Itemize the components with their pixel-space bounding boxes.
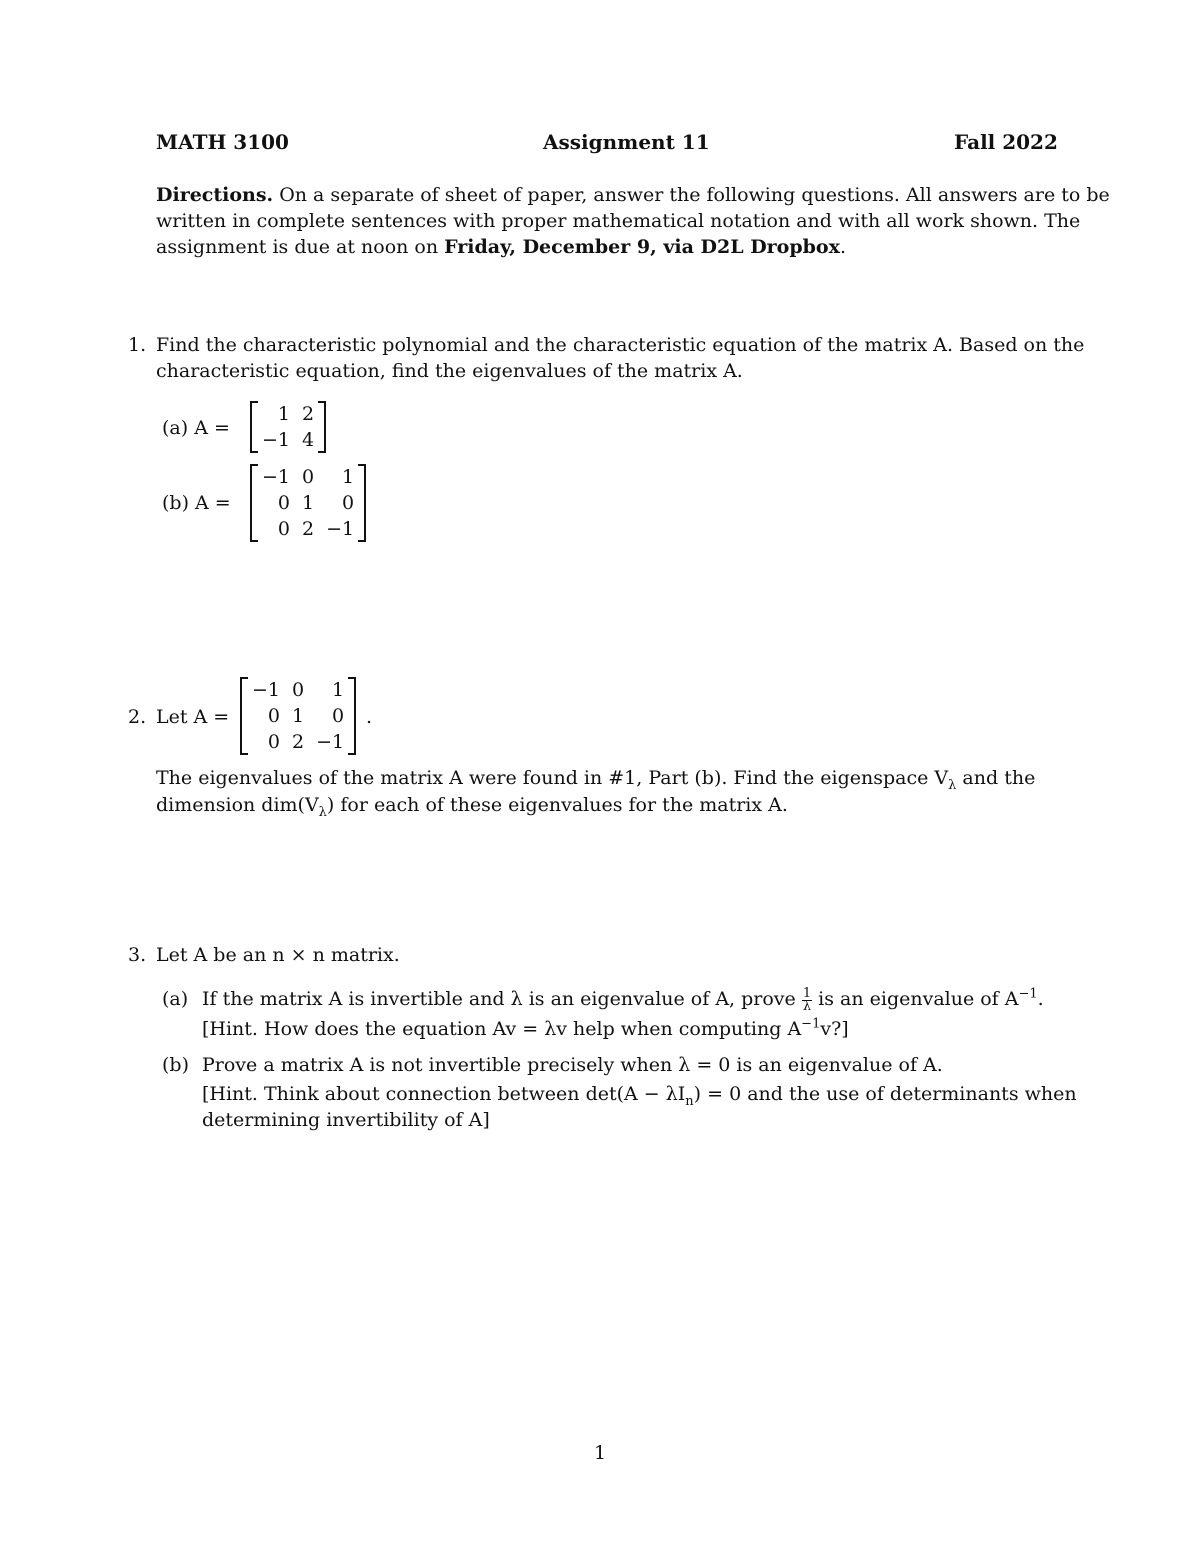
matrix-cell: −1 [262, 466, 291, 488]
q1-line-2: characteristic equation, find the eigenvalues of the matrix A. [156, 360, 743, 382]
directions-text-1: On a separate of sheet of paper, answer the following questions. All answers are to be [279, 184, 1110, 206]
matrix-cell: 2 [302, 403, 315, 425]
matrix-cell: 0 [332, 705, 345, 727]
directions-period: . [839, 236, 846, 258]
term-label: Fall 2022 [954, 130, 1058, 154]
q2-matrix [240, 677, 356, 755]
q3a-text-2: is an eigenvalue of A [812, 988, 1019, 1010]
q3-number: 3. [128, 944, 147, 966]
q3-intro: Let A be an n × n matrix. [156, 944, 400, 966]
one-over-lambda [802, 985, 812, 1014]
q3b-text: Prove a matrix A is not invertible precisely when λ = 0 is an eigenvalue of A. [202, 1054, 943, 1076]
q1-number: 1. [128, 334, 147, 356]
inverse-superscript: −1 [801, 1016, 821, 1032]
course-title: MATH 3100 [156, 130, 289, 154]
q1b-label: (b) A = [162, 492, 231, 514]
matrix-cell: 2 [292, 731, 305, 753]
lambda-subscript: λ [318, 804, 327, 820]
q2-text-2b: ) for each of these eigenvalues for the matrix A. [326, 794, 788, 816]
q2-number: 2. [128, 706, 147, 728]
q1a-matrix [250, 401, 326, 453]
due-date: Friday, December 9, via D2L Dropbox [444, 236, 840, 258]
q3b-hint-text-1: [Hint. Think about connection between det(A − λI [202, 1083, 686, 1105]
matrix-cell: 0 [267, 705, 281, 727]
matrix-cell: 2 [302, 518, 315, 540]
matrix-cell: 0 [277, 492, 291, 514]
lambda-subscript: λ [948, 777, 957, 793]
matrix-cell: 1 [332, 679, 345, 701]
matrix-cell: 0 [292, 679, 305, 701]
matrix-cell: −1 [252, 679, 281, 701]
matrix-cell: 1 [342, 466, 355, 488]
q1-line-1: Find the characteristic polynomial and the characteristic equation of the matrix A. Based on the [156, 334, 1085, 356]
q3b-hint-line-2: determining invertibility of A] [202, 1109, 490, 1131]
q1a-label: (a) A = [162, 417, 230, 439]
directions-label: Directions. [156, 184, 274, 206]
q3a-hint-text-2: v?] [820, 1018, 849, 1040]
matrix-cell: 0 [302, 466, 315, 488]
q2-text-1: The eigenvalues of the matrix A were found in #1, Part (b). Find the eigenspace V [156, 767, 949, 789]
matrix-cell: 1 [292, 705, 305, 727]
directions-line-1 [156, 182, 1110, 208]
frac-numerator: 1 [802, 985, 812, 1001]
matrix-cell: 0 [342, 492, 355, 514]
matrix-cell: 1 [302, 492, 315, 514]
matrix-cell: 0 [277, 518, 291, 540]
frac-denominator: λ [802, 998, 812, 1014]
inverse-superscript: −1 [1018, 986, 1038, 1002]
directions-line-2: written in complete sentences with proper mathematical notation and with all work shown. The [156, 210, 1081, 232]
q3a-hint-text-1: [Hint. How does the equation Av = λv help when computing A [202, 1018, 802, 1040]
q3a-text-3: . [1037, 988, 1044, 1010]
directions-line-3 [156, 234, 846, 260]
q2-text-1-end: and the [956, 767, 1036, 789]
matrix-cell: 1 [277, 403, 291, 425]
q3a-label: (a) [162, 988, 189, 1010]
page-number: 1 [594, 1442, 607, 1464]
matrix-cell: −1 [262, 429, 291, 451]
q2-line-1 [156, 765, 1035, 791]
matrix-cell: −1 [326, 518, 355, 540]
q3b-hint-text-2: ) = 0 and the use of determinants when [693, 1083, 1077, 1105]
assignment-title: Assignment 11 [543, 130, 710, 154]
q1b-matrix [250, 464, 366, 542]
q3a-hint [202, 1016, 849, 1042]
matrix-cell: 0 [267, 731, 281, 753]
q3b-hint-line-1 [202, 1081, 1077, 1107]
matrix-cell: −1 [316, 731, 345, 753]
q3a-text-1: If the matrix A is invertible and λ is an eigenvalue of A, prove [202, 988, 802, 1010]
directions-text-3: assignment is due at noon on [156, 236, 445, 258]
q3b-label: (b) [162, 1054, 189, 1076]
q2-label: Let A = [156, 706, 230, 728]
q2-text-2a: dimension dim(V [156, 794, 319, 816]
q2-line-2 [156, 792, 788, 818]
n-subscript: n [685, 1093, 694, 1109]
q3a-line-1 [202, 986, 1044, 1013]
matrix-cell: 4 [302, 429, 315, 451]
q2-period: . [366, 706, 373, 728]
